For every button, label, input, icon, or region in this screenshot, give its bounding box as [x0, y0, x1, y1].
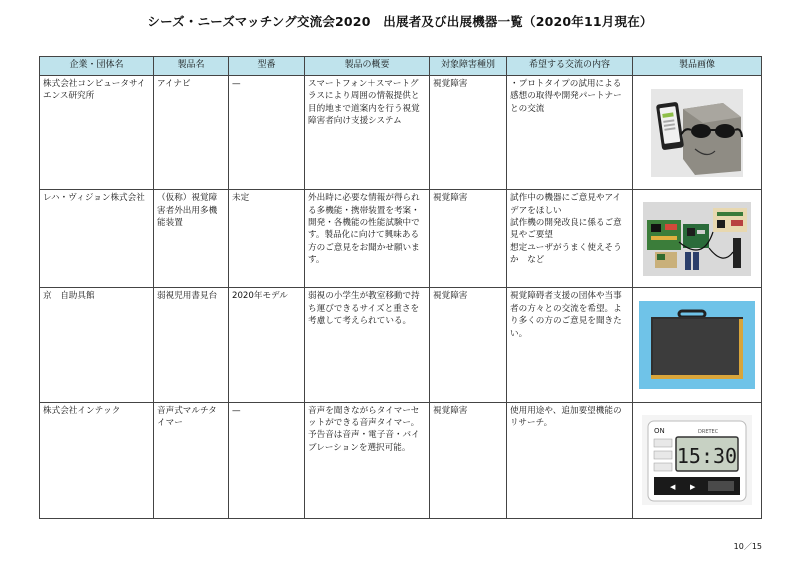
product-image-cell: [633, 190, 762, 288]
column-header-image: 製品画像: [633, 57, 762, 76]
summary-cell: 外出時に必要な情報が得られる多機能・携帯装置を考案・開発・各機能の性能試験中です。製品化に向けて興味ある方のご意見をお聞かせ願います。: [305, 190, 430, 288]
table-row: [40, 288, 762, 402]
timer-display-time: 15:30: [676, 444, 738, 469]
summary-cell: 弱視の小学生が教室移動で持ち運びできるサイズと重さを考慮して考えられている。: [305, 288, 430, 402]
column-header-summary: 製品の概要: [305, 57, 430, 76]
disability-cell: 視覚障害: [430, 402, 507, 518]
product-cell: 弱視児用書見台: [154, 288, 229, 402]
model-cell: 未定: [229, 190, 305, 288]
company-cell: 株式会社インテック: [40, 402, 154, 518]
page-number: 10／15: [733, 542, 762, 551]
timer-brand-label: DRETEC: [698, 429, 719, 436]
model-cell: —: [229, 402, 305, 518]
disability-cell: 視覚障害: [430, 76, 507, 190]
product-cell: アイナビ: [154, 76, 229, 190]
column-header-company: 企業・団体名: [40, 57, 154, 76]
table-row: [40, 76, 762, 190]
company-cell: 京 自助具館: [40, 288, 154, 402]
table-row: [40, 190, 762, 288]
company-cell: 株式会社コンピュータサイエンス研究所: [40, 76, 154, 190]
model-cell: —: [229, 76, 305, 190]
page-title: シーズ・ニーズマッチング交流会2020 出展者及び出展機器一覧（2020年11月現在）: [147, 14, 653, 29]
product-cell: 音声式マルチタイマー: [154, 402, 229, 518]
column-header-request: 希望する交流の内容: [507, 57, 633, 76]
product-image-cell: [633, 288, 762, 402]
timer-right-mark: ▶: [690, 483, 696, 492]
product-image-cell: [633, 402, 762, 518]
table-row: [40, 402, 762, 518]
product-image-cell: [633, 76, 762, 190]
column-header-product: 製品名: [154, 57, 229, 76]
company-cell: レハ・ヴィジョン株式会社: [40, 190, 154, 288]
timer-left-mark: ◀: [670, 483, 676, 492]
multi-timer-photo: [642, 415, 752, 505]
request-cell: 試作中の機器にご意見やアイデアをほしい 試作機の開発改良に係るご意見やご要望 想定ユーザがうまく使えそうか など: [507, 190, 633, 288]
product-cell: （仮称）視覚障害者外出用多機能装置: [154, 190, 229, 288]
request-cell: ・プロトタイプの試用による感想の取得や開発パートナーとの交流: [507, 76, 633, 190]
request-cell: 使用用途や、追加要望機能のリサーチ。: [507, 402, 633, 518]
disability-cell: 視覚障害: [430, 288, 507, 402]
column-header-model: 型番: [229, 57, 305, 76]
summary-cell: スマートフォン＋スマートグラスにより周囲の情報提供と目的地まで道案内を行う視覚障害者向け支援システム: [305, 76, 430, 190]
smartphone-glasses-photo: [651, 89, 743, 177]
timer-on-label: ON: [654, 427, 665, 436]
circuit-boards-photo: [643, 202, 751, 276]
book-stand-photo: [639, 301, 755, 389]
column-header-disability: 対象障害種別: [430, 57, 507, 76]
request-cell: 視覚障碍者支援の団体や当事者の方々との交流を希望。より多くの方のご意見を聞きたい。: [507, 288, 633, 402]
disability-cell: 視覚障害: [430, 190, 507, 288]
summary-cell: 音声を聞きながらタイマーセットができる音声タイマー。予告音は音声・電子音・バイブレーションを選択可能。: [305, 402, 430, 518]
exhibitor-table: [39, 56, 762, 519]
model-cell: 2020年モデル: [229, 288, 305, 402]
header-row: [40, 57, 762, 76]
